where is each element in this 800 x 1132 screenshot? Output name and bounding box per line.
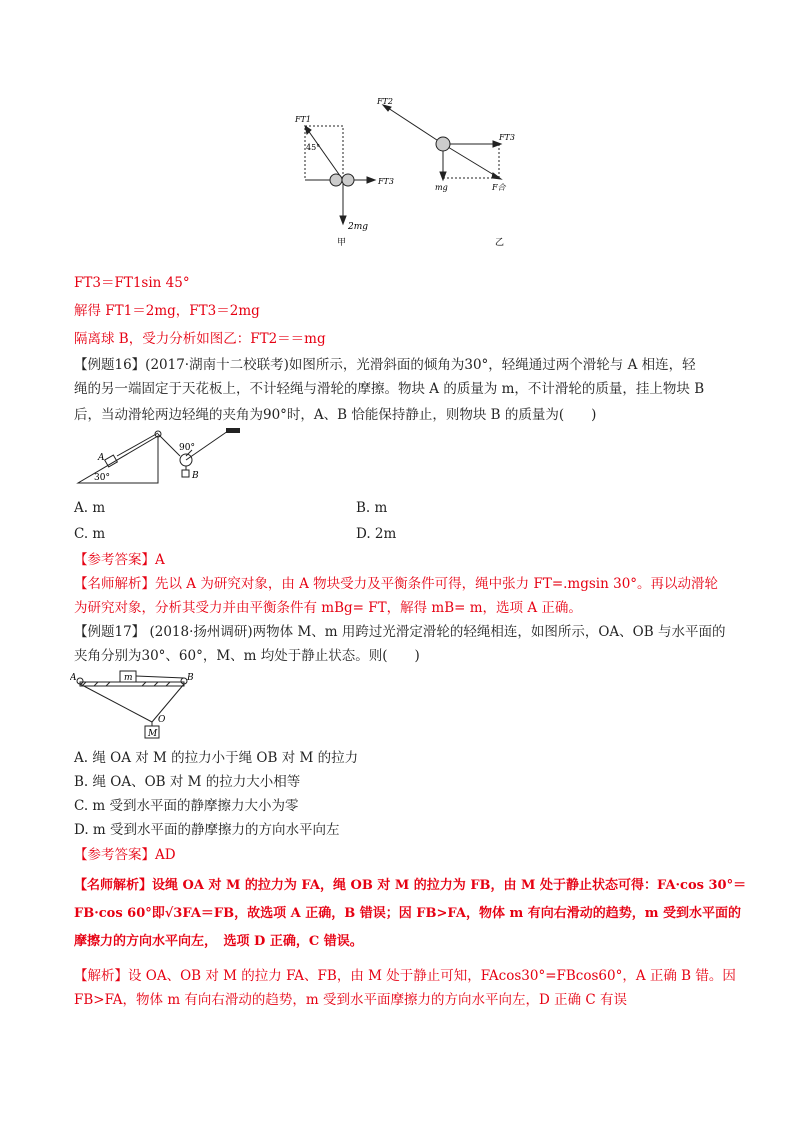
- solution-line-3: 隔离球 B，受力分析如图乙：FT2＝＝mg: [74, 331, 326, 347]
- diagram-yi: [383, 105, 501, 180]
- label-2mg: 2mg: [348, 222, 369, 232]
- example16-answer: 【参考答案】A: [74, 552, 165, 568]
- example16-label-90: 90°: [179, 443, 195, 453]
- example17-label-a: A: [70, 673, 77, 683]
- example17-figure: [70, 668, 200, 740]
- example16-line-1: 【例题16】(2017·湖南十二校联考)如图所示，光滑斜面的倾角为30°，轻绳通过两个滑轮与 A 相连，轻: [74, 357, 696, 373]
- example17-line-1: 【例题17】 (2018·扬州调研)两物体 M、m 用跨过光滑定滑轮的轻绳相连，如图所示，OA、OB 与水平面的: [74, 624, 726, 640]
- example16-option-a: A. m: [74, 500, 106, 516]
- label-ft1: FT1: [295, 115, 311, 124]
- example17-analysis-3: 摩擦力的方向水平向左， 选项 D 正确，C 错误。: [74, 934, 363, 949]
- example16-line-2: 绳的另一端固定于天花板上，不计轻绳与滑轮的摩擦。物块 A 的质量为 m，不计滑轮的质量，挂上物块 B: [74, 381, 705, 397]
- example16-option-d: D. 2m: [356, 526, 397, 542]
- caption-yi: 乙: [495, 238, 505, 248]
- example17-extra-2: FB>FA，物体 m 有向右滑动的趋势，m 受到水平面摩擦力的方向水平向左，D 正确 C 有误: [74, 992, 628, 1008]
- label-ft3-right: FT3: [499, 133, 515, 142]
- example16-option-b: B. m: [356, 500, 388, 516]
- label-ft2: FT2: [377, 97, 393, 106]
- force-diagram-figure: [285, 92, 525, 252]
- solution-line-2: 解得 FT1＝2mg，FT3＝2mg: [74, 303, 260, 319]
- label-mg: mg: [435, 183, 448, 192]
- example16-option-c: C. m: [74, 526, 106, 542]
- example16-label-b: B: [192, 471, 199, 481]
- example17-option-c: C. m 受到水平面的静摩擦力大小为零: [74, 798, 299, 814]
- label-45: 45°: [306, 143, 321, 152]
- example17-label-b: B: [187, 673, 194, 683]
- example17-answer: 【参考答案】AD: [74, 847, 176, 863]
- example16-analysis-1: 【名师解析】先以 A 为研究对象，由 A 物块受力及平衡条件可得，绳中张力 FT=.mgsin 30°。再以动滑轮: [74, 576, 719, 592]
- example17-option-a: A. 绳 OA 对 M 的拉力小于绳 OB 对 M 的拉力: [74, 750, 359, 766]
- example17-label-o: O: [158, 715, 166, 725]
- example17-extra-1: 【解析】设 OA、OB 对 M 的拉力 FA、FB，由 M 处于静止可知，FAcos30°=FBcos60°，A 正确 B 错。因: [74, 968, 736, 984]
- example17-label-m-big: M: [148, 729, 158, 739]
- label-fhe: F合: [492, 183, 506, 192]
- label-ft3-left: FT3: [378, 177, 394, 186]
- solution-line-1: FT3＝FT1sin 45°: [74, 275, 190, 291]
- example17-option-d: D. m 受到水平面的静摩擦力的方向水平向左: [74, 822, 340, 838]
- example16-label-a: A: [98, 453, 105, 463]
- example17-analysis-2: FB·cos 60°即√3FA＝FB，故选项 A 正确，B 错误；因 FB>FA，物体 m 有向右滑动的趋势，m 受到水平面的: [74, 906, 742, 921]
- caption-jia: 甲: [337, 238, 347, 248]
- example17-label-m-small: m: [124, 673, 133, 683]
- example16-label-30: 30°: [94, 473, 110, 483]
- example17-option-b: B. 绳 OA、OB 对 M 的拉力大小相等: [74, 774, 301, 790]
- example16-figure: [70, 428, 250, 490]
- example17-analysis-1: 【名师解析】设绳 OA 对 M 的拉力为 FA，绳 OB 对 M 的拉力为 FB，由 M 处于静止状态可得：FA·cos 30°＝: [74, 878, 747, 893]
- diagram-jia: [305, 126, 375, 224]
- example16-line-3: 后，当动滑轮两边轻绳的夹角为90°时，A、B 恰能保持静止，则物块 B 的质量为( ): [74, 407, 597, 423]
- example17-line-2: 夹角分别为30°、60°，M、m 均处于静止状态。则( ): [74, 648, 420, 664]
- example16-analysis-2: 为研究对象，分析其受力并由平衡条件有 mBg= FT，解得 mB= m，选项 A 正确。: [74, 600, 582, 616]
